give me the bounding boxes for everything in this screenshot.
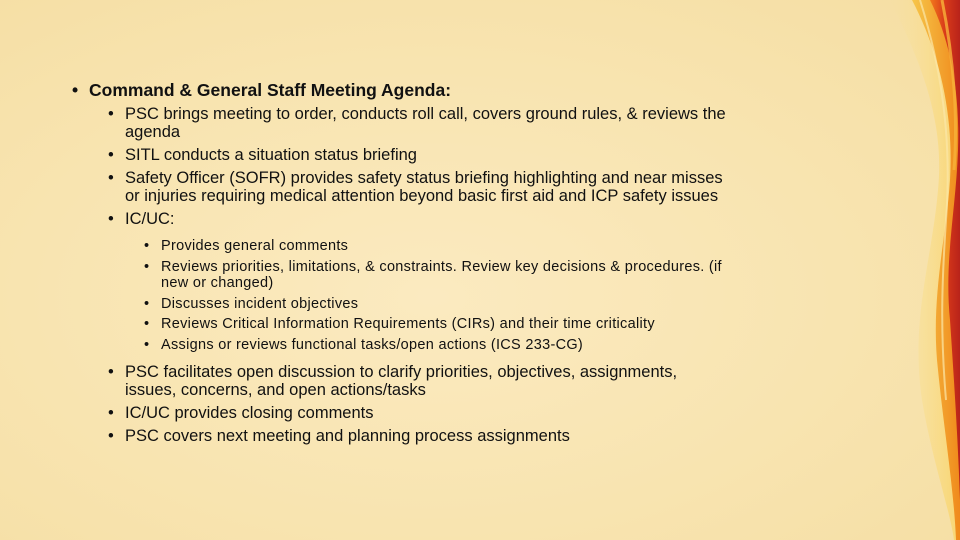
flame-decoration [850,0,960,540]
icuc-subitem: • Reviews priorities, limitations, & constraints. Review key decisions & procedures. (if new or changed) [161,259,732,292]
agenda-item-icuc [125,210,732,353]
icuc-subitems [125,238,732,353]
agenda-outline [72,80,732,445]
agenda-item: • PSC brings meeting to order, conducts roll call, covers ground rules, & reviews the agenda [125,105,732,141]
icuc-subitem: • Assigns or reviews functional tasks/open actions (ICS 233-CG) [161,337,732,354]
agenda-item: • PSC facilitates open discussion to clarify priorities, objectives, assignments, issues, concerns, and open actions/tasks [125,363,732,399]
agenda-content [72,80,732,450]
agenda-item: • PSC covers next meeting and planning process assignments [125,427,732,445]
agenda-item: • Safety Officer (SOFR) provides safety status briefing highlighting and near misses or injuries requiring medical attention beyond basic first aid and ICP safety issues [125,169,732,205]
agenda-item: • SITL conducts a situation status briefing [125,146,732,164]
agenda-item: • IC/UC provides closing comments [125,404,732,422]
icuc-subitem: • Discusses incident objectives [161,296,732,313]
agenda-heading-item [89,80,732,445]
agenda-items [89,105,732,445]
icuc-subitem: • Provides general comments [161,238,732,255]
agenda-heading: Command & General Staff Meeting Agenda: [89,80,452,100]
icuc-subitem: • Reviews Critical Information Requirements (CIRs) and their time criticality [161,316,732,333]
icuc-label: IC/UC: [125,210,175,228]
